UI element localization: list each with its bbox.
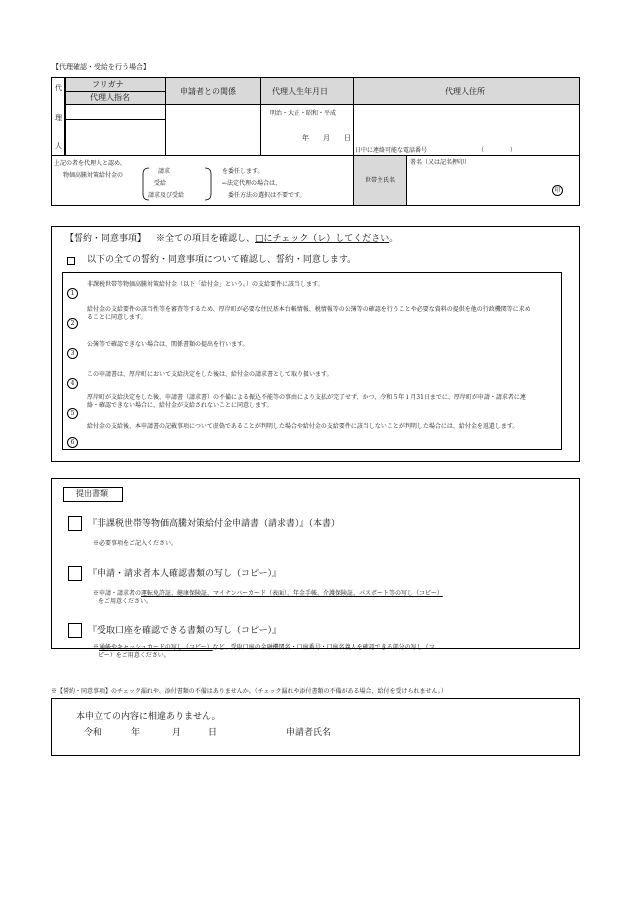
- proxy-name-input[interactable]: [65, 119, 166, 156]
- doc1-title: 『非課税世帯等物価高騰対策給付金申請書（請求書）』（本書）: [88, 519, 341, 529]
- col-proxy-name: 代理人指名: [90, 93, 130, 102]
- delegate-right-2: ←法定代理の場合は、: [222, 180, 282, 187]
- phone-label: 日中に連絡可能な電話番号: [355, 147, 428, 154]
- documents-header: 提出書類: [76, 489, 108, 498]
- declaration-era: 令和: [84, 728, 103, 738]
- proxy-side-label-1: 代: [55, 84, 62, 92]
- right-bracket: [204, 167, 212, 201]
- seal-mark: 印: [552, 177, 563, 196]
- doc2-note: ※申請・請求者の運転免許証、健康保険証、マイナンバーカード（表面）、年金手帳、介護保険証、パスポート等の写し（コピー） をご用意ください。: [93, 590, 443, 605]
- delegate-right-1: を委任します。: [222, 168, 264, 175]
- declaration-section: [51, 698, 580, 756]
- pledge-item-1-num: 1: [67, 280, 78, 299]
- doc3-title: 『受取口座を確認できる書類の写し（コピー）』: [88, 626, 282, 636]
- declaration-year: 年: [131, 728, 141, 738]
- delegate-line-2: 物価高騰対策給付金の: [63, 172, 124, 179]
- furigana-input[interactable]: [65, 104, 166, 120]
- pledge-item-6: 給付金の支給後、本申請書の記載事項について虚偽であることが判明した場合や給付金の支給要件に該当しないことが判明した場合には、給付金を返還します。: [87, 423, 519, 430]
- pledge-item-5-num: 5: [67, 400, 78, 419]
- pledge-item-4: この申請書は、厚岸町において支給決定をした後は、給付金の請求書として取り扱います。: [87, 371, 333, 378]
- pledge-item-2-num: 2: [67, 310, 78, 329]
- proxy-side-label-3: 人: [55, 142, 62, 150]
- pledge-item-3-num: 3: [67, 340, 78, 359]
- option-receive[interactable]: 受給: [154, 180, 167, 187]
- doc1-checkbox[interactable]: [68, 516, 82, 531]
- option-claim[interactable]: 請求: [158, 168, 171, 175]
- doc2-title: 『申請・請求者本人確認書類の写し（コピー）』: [88, 569, 282, 579]
- declaration-text: 本申立ての内容に相違ありません。: [76, 712, 221, 722]
- signature-label: 署名（又は記名押印）: [410, 159, 471, 166]
- birth-day-label: 日: [344, 134, 351, 142]
- pledge-agree-label: 以下の全ての誓約・同意事項について確認し、誓約・同意します。: [87, 255, 357, 265]
- doc3-note: ※通帳やキャッシュカードの写し（コピー）など、受取口座の金融機関名・口座番号・口座名義人を確認できる部分の写し（コ ピー）をご用意ください。: [93, 644, 435, 659]
- pledge-header: 【誓約・同意事項】 ※全ての項目を確認し、□にチェック（レ）してください。: [65, 234, 399, 244]
- doc1-note: ※必要事項をご記入ください。: [93, 540, 178, 547]
- pledge-item-4-num: 4: [67, 370, 78, 389]
- col-relation: 申請者との関係: [180, 87, 236, 96]
- option-claim-and-receive[interactable]: 請求及び受給: [148, 192, 185, 199]
- declaration-month: 月: [172, 728, 182, 738]
- phone-paren-open: （: [478, 147, 485, 154]
- col-address: 代理人住所: [445, 87, 485, 96]
- relation-input[interactable]: [165, 104, 261, 156]
- proxy-section-title: 【代理確認・受給を行う場合】: [52, 63, 150, 71]
- householder-label: 世帯主氏名: [365, 177, 396, 184]
- col-furigana: フリガナ: [92, 80, 124, 89]
- pledge-item-2: 給付金の支給要件の該当性等を審査等するため、厚岸町が必要な住民基本台帳情報、税情報等の公簿等の確認を行うことや必要な資料の提供を他の行政機関等に求めることに同意します。: [87, 306, 531, 321]
- delegate-line-1: 上記の者を代理人と認め、: [54, 160, 126, 167]
- proxy-side-label-2: 理: [55, 114, 62, 122]
- pledge-item-3: 公簿等で確認できない場合は、関係書類の提出を行います。: [87, 341, 249, 348]
- pledge-item-6-num: 6: [67, 429, 78, 448]
- doc3-checkbox[interactable]: [68, 623, 82, 638]
- birth-year-label: 年: [302, 134, 309, 142]
- phone-paren-close: ）: [510, 147, 517, 154]
- footnote: ※【誓約・同意事項】のチェック漏れや、添付書類の不備はありませんか。（チェック漏れや添付書類の不備がある場合、給付を受けられません。）: [51, 688, 447, 695]
- birth-month-label: 月: [323, 134, 330, 142]
- applicant-name-label: 申請者氏名: [286, 728, 332, 738]
- pledge-agree-checkbox[interactable]: [67, 257, 75, 265]
- era-options: 明治・大正・昭和・平成: [270, 110, 337, 117]
- delegate-right-3: 委任方法の選択は不要です。: [228, 192, 306, 199]
- col-birth-date: 代理人生年月日: [272, 87, 328, 96]
- pledge-item-1: 非課税世帯等物価高騰対策給付金（以下「給付金」という。）の支給要件に該当します。: [87, 281, 324, 288]
- pledge-item-5: 厚岸町が支給決定をした後、申請書（請求書）の不備による振込不能等の事由により支払が完了せず、かつ、令和５年１月31日までに、厚岸町が申請・請求者に連絡・確認できない場合に、給付金が支給されないことに同意します。: [87, 394, 526, 409]
- declaration-day: 日: [208, 728, 218, 738]
- doc2-checkbox[interactable]: [68, 566, 82, 581]
- documents-section: [51, 478, 580, 649]
